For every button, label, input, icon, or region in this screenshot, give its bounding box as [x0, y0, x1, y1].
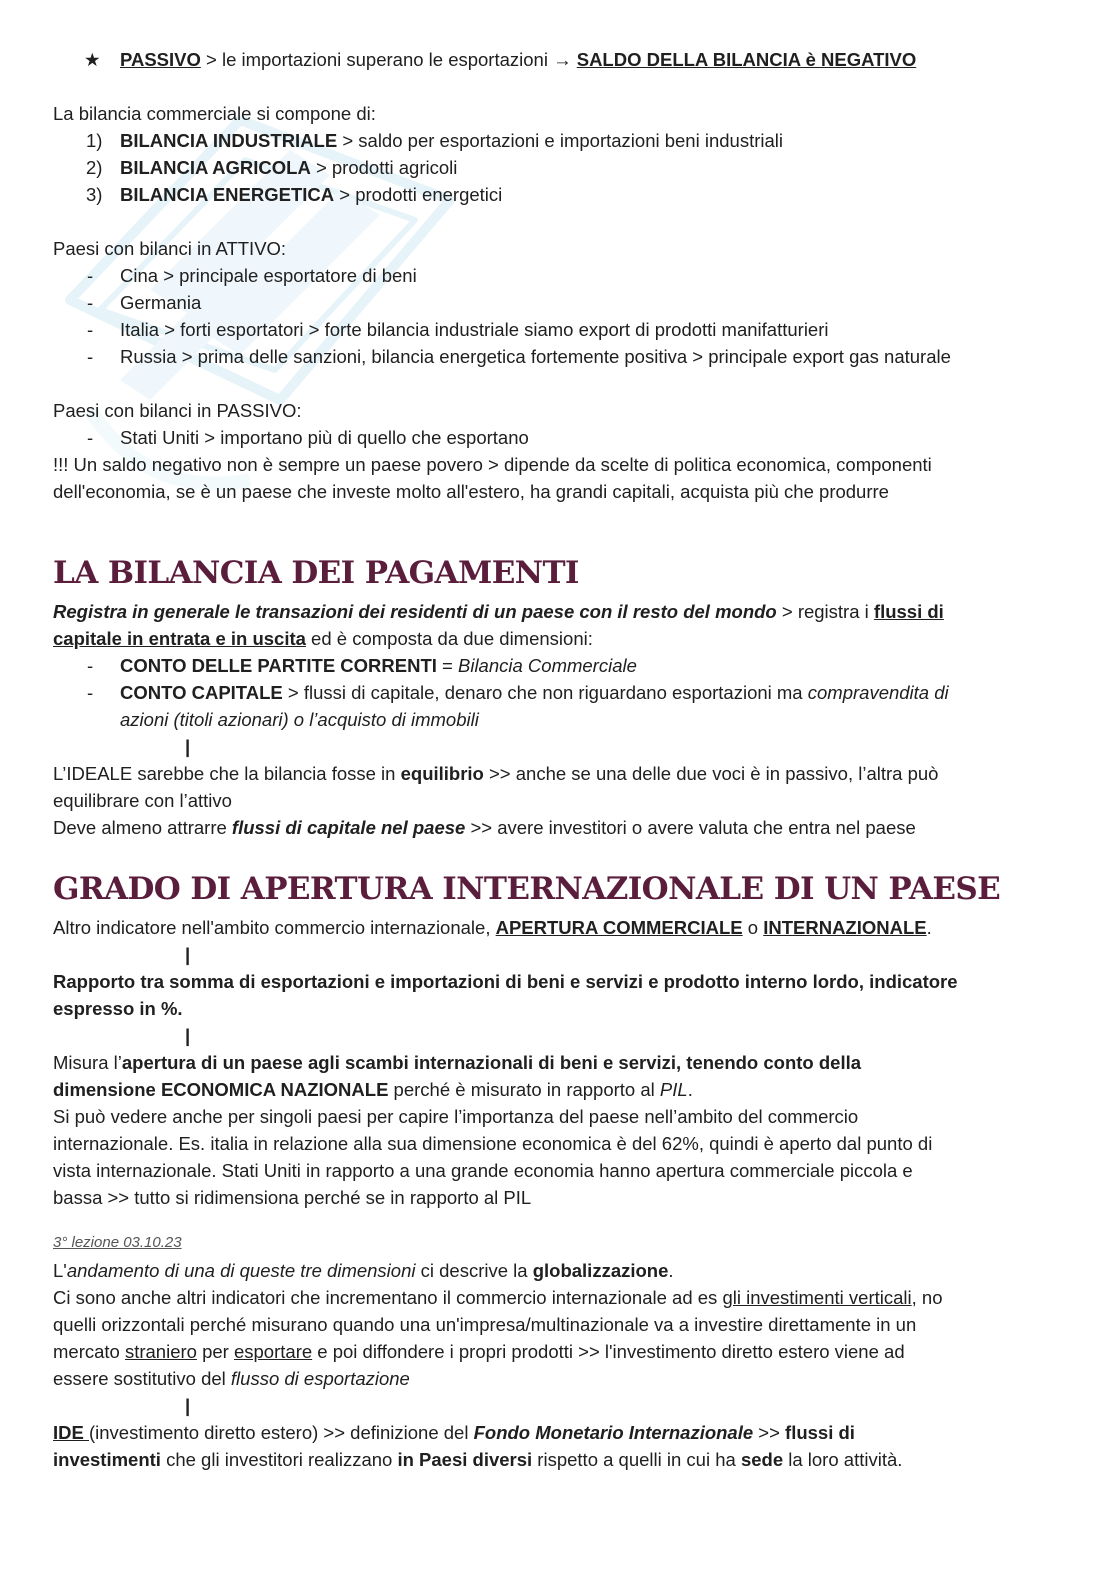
bp-line: Registra in generale le transazioni dei residenti di un paese con il resto del mondo > registra i flussi di [53, 601, 944, 622]
section-heading-bilancia-pagamenti: LA BILANCIA DEI PAGAMENTI [53, 555, 579, 591]
dash-bullet: - [87, 427, 94, 448]
ga-line: dimensione ECONOMICA NAZIONALE perché è misurato in rapporto al PIL. [53, 1079, 693, 1100]
passivo-intro: Paesi con bilanci in PASSIVO: [53, 400, 302, 421]
attivo-intro: Paesi con bilanci in ATTIVO: [53, 238, 287, 259]
list-item: - CONTO CAPITALE > flussi di capitale, denaro che non riguardano esportazioni ma compravendita di [120, 679, 949, 706]
bp-line: equilibrare con l’attivo [53, 790, 232, 811]
ga-line: Altro indicatore nell'ambito commercio internazionale, APERTURA COMMERCIALE o INTERNAZIONALE. [53, 917, 932, 938]
connector-pipe: | [185, 1395, 191, 1416]
list-item: - Italia > forti esportatori > forte bilancia industriale siamo export di prodotti manifatturieri [120, 316, 828, 343]
lezione-line: quelli orizzontali perché misurano quando una un'impresa/multinazionale va a investire direttamente in un [53, 1314, 917, 1335]
ga-line: Rapporto tra somma di esportazioni e importazioni di beni e servizi e prodotto interno lordo, indicatore [53, 971, 958, 992]
note-line: dell'economia, se è un paese che investe molto all'estero, ha grandi capitali, acquista più che produrre [53, 481, 889, 502]
connector-pipe: | [185, 1025, 191, 1046]
dash-bullet: - [87, 319, 94, 340]
list-item: - Russia > prima delle sanzioni, bilancia energetica fortemente positiva > principale export gas naturale [120, 343, 951, 370]
dash-bullet: - [87, 346, 94, 367]
ga-line: internazionale. Es. italia in relazione alla sua dimensione economica è del 62%, quindi è aperto dal punto di [53, 1133, 933, 1154]
list-item: 2) BILANCIA AGRICOLA > prodotti agricoli [86, 157, 458, 178]
ga-line: vista internazionale. Stati Uniti in rapporto a una grande economia hanno apertura commerciale piccola e [53, 1160, 913, 1181]
list-item: - CONTO DELLE PARTITE CORRENTI = Bilancia Commerciale [120, 652, 637, 679]
lezione-line: Ci sono anche altri indicatori che incrementano il commercio internazionale ad es gli investimenti verticali, no [53, 1287, 943, 1308]
list-item: 3) BILANCIA ENERGETICA > prodotti energetici [86, 184, 503, 205]
ga-line: espresso in %. [53, 998, 183, 1019]
ga-line: Si può vedere anche per singoli paesi per capire l’importanza del paese nell’ambito del commercio [53, 1106, 859, 1127]
dash-bullet: - [87, 682, 94, 703]
list-item: - Cina > principale esportatore di beni [120, 262, 417, 289]
passivo-definition-line: ★ PASSIVO > le importazioni superano le esportazioni → SALDO DELLA BILANCIA è NEGATIVO [120, 46, 916, 73]
lezione-line: mercato straniero per esportare e poi diffondere i propri prodotti >> l'investimento diretto estero viene ad [53, 1341, 905, 1362]
ga-line: bassa >> tutto si ridimensiona perché se in rapporto al PIL [53, 1187, 532, 1208]
lezione-line: essere sostitutivo del flusso di esportazione [53, 1368, 410, 1389]
bilancia-intro: La bilancia commerciale si compone di: [53, 103, 376, 124]
ga-line: Misura l’apertura di un paese agli scambi internazionali di beni e servizi, tenendo conto della [53, 1052, 862, 1073]
dash-bullet: - [87, 655, 94, 676]
dash-bullet: - [87, 292, 94, 313]
connector-pipe: | [185, 736, 191, 757]
lezione-line: investimenti che gli investitori realizzano in Paesi diversi rispetto a quelli in cui ha sede la loro attività. [53, 1449, 903, 1470]
list-item: - Stati Uniti > importano più di quello che esportano [120, 424, 529, 451]
lecture-date: 3° lezione 03.10.23 [53, 1234, 182, 1251]
lezione-line: L'andamento di una di queste tre dimensioni ci descrive la globalizzazione. [53, 1260, 674, 1281]
list-item: - Germania [120, 289, 201, 316]
note-line: !!! Un saldo negativo non è sempre un paese povero > dipende da scelte di politica economica, componenti [53, 454, 932, 475]
connector-pipe: | [185, 944, 191, 965]
lezione-line: IDE (investimento diretto estero) >> definizione del Fondo Monetario Internazionale >> flussi di [53, 1422, 855, 1443]
list-item: 1) BILANCIA INDUSTRIALE > saldo per esportazioni e importazioni beni industriali [86, 130, 783, 151]
section-heading-grado-apertura: GRADO DI APERTURA INTERNAZIONALE DI UN PAESE [53, 871, 1001, 907]
list-item-continuation: azioni (titoli azionari) o l’acquisto di immobili [120, 709, 479, 730]
dash-bullet: - [87, 265, 94, 286]
bp-line: Deve almeno attrarre flussi di capitale nel paese >> avere investitori o avere valuta che entra nel paese [53, 817, 916, 838]
bp-line: capitale in entrata e in uscita ed è composta da due dimensioni: [53, 628, 593, 649]
star-icon: ★ [84, 49, 101, 70]
bp-line: L’IDEALE sarebbe che la bilancia fosse in equilibrio >> anche se una delle due voci è in passivo, l’altra può [53, 763, 939, 784]
